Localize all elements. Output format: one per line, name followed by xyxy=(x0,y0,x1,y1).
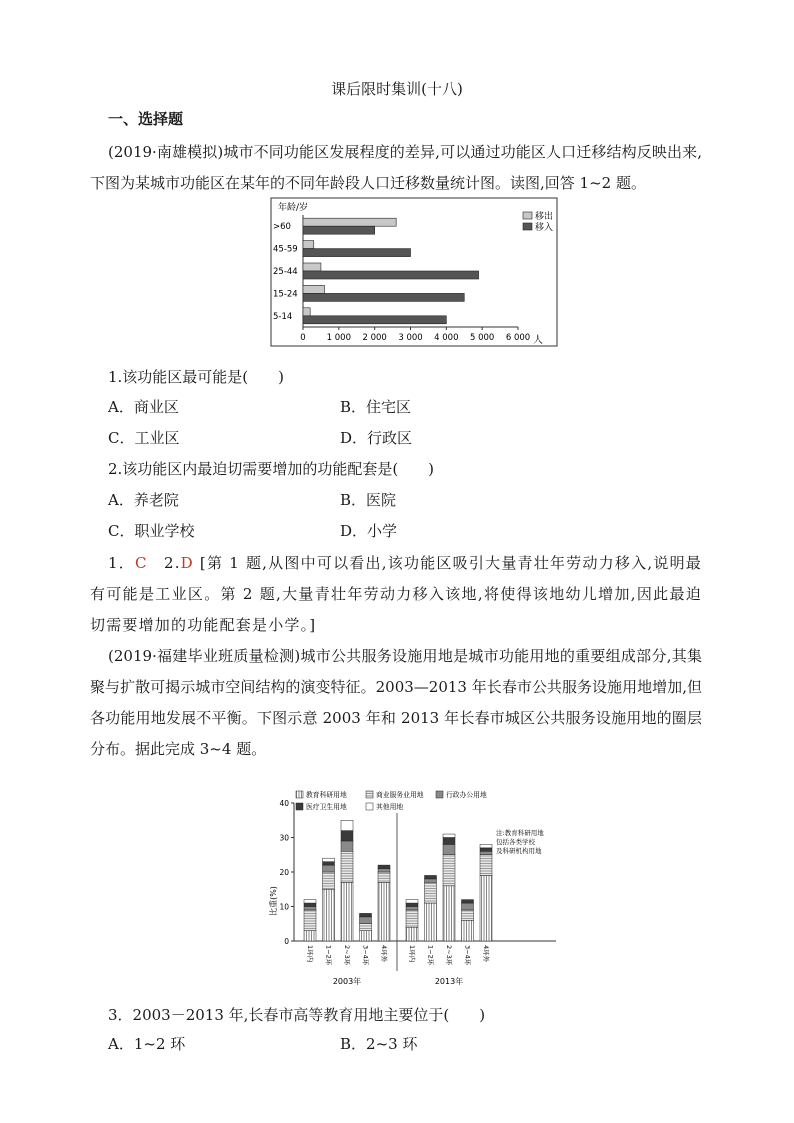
stack-segment xyxy=(462,910,474,920)
legend-swatch xyxy=(523,212,532,219)
y-tick-label: 15-24 xyxy=(273,289,298,300)
legend-label: 移出 xyxy=(535,212,554,222)
q1-option-c[interactable]: C．工业区 xyxy=(108,429,180,447)
stack-segment xyxy=(462,900,474,903)
stack-segment xyxy=(304,907,316,910)
stack-segment xyxy=(443,838,455,845)
stack-segment xyxy=(360,913,372,916)
legend-label: 行政办公用地 xyxy=(446,791,487,799)
bar-out xyxy=(303,308,310,316)
bar-in xyxy=(303,249,411,257)
stack-segment xyxy=(378,869,390,872)
category-label: 3~4环 xyxy=(361,945,370,966)
stack-segment xyxy=(443,855,455,886)
stack-segment xyxy=(443,886,455,941)
stack-segment xyxy=(341,882,353,941)
land-use-stacked-chart xyxy=(266,788,576,993)
question-1-stem: 1.该功能区最可能是( ) xyxy=(108,368,285,386)
y-tick-label: 30 xyxy=(279,833,289,843)
page-title: 课后限时集训(十八) xyxy=(331,80,463,98)
legend-label: 其他用地 xyxy=(376,803,404,811)
stack-segment xyxy=(341,820,353,830)
stack-segment xyxy=(425,875,437,878)
y-tick-label: >60 xyxy=(273,222,291,233)
stack-segment xyxy=(406,927,418,941)
category-label: 1~2环 xyxy=(324,945,333,966)
legend-label: 商业服务业用地 xyxy=(376,791,424,799)
stack-segment xyxy=(378,865,390,868)
bar-out xyxy=(303,218,396,226)
chart-legend xyxy=(296,790,487,811)
legend-label: 移入 xyxy=(535,223,554,233)
answer-key-1: C xyxy=(135,554,148,572)
q1-option-d[interactable]: D．行政区 xyxy=(340,429,413,447)
answer-label-2: 2. xyxy=(163,554,181,572)
x-tick-label: 4 000 xyxy=(434,333,459,343)
legend-swatch xyxy=(366,803,373,810)
chart-note: 及科研机构用地 xyxy=(496,847,542,855)
x-tick-label: 6 000 xyxy=(505,333,531,343)
x-tick-label: 0 xyxy=(300,333,306,343)
q2-option-b[interactable]: B．医院 xyxy=(340,491,397,509)
category-label: 2~3环 xyxy=(343,945,351,966)
stack-segment xyxy=(406,900,418,903)
intro2-source: (2019·福建毕业班质量检测) xyxy=(108,647,301,665)
stack-segment xyxy=(323,865,335,872)
category-label: 4环外 xyxy=(482,945,490,963)
bar-out xyxy=(303,285,325,293)
stack-segment xyxy=(480,844,492,847)
y-tick-label: 25-44 xyxy=(273,267,298,277)
y-tick-label: 10 xyxy=(279,902,289,912)
stack-segment xyxy=(480,848,492,851)
stack-segment xyxy=(406,903,418,906)
intro-paragraph-2 xyxy=(90,641,702,765)
x-tick-label: 5 000 xyxy=(469,333,495,343)
group-label: 2013年 xyxy=(434,977,464,986)
y-tick-label: 45-59 xyxy=(273,244,298,255)
stack-segment xyxy=(304,931,316,941)
stack-segment xyxy=(443,834,455,837)
chart-note: 包括各类学校 xyxy=(496,838,535,846)
stack-segment xyxy=(425,879,437,882)
legend-swatch xyxy=(523,223,532,230)
stack-segment xyxy=(304,910,316,931)
answer-explanation: [第 1 题,从图中可以看出,该功能区吸引大量青壮年劳动力移入,说明最有可能是工业区。第 2 题,大量青壮年劳动力移入该地,将使得该地幼儿增加,因此最迫切需要增加的功能配套是小学。] xyxy=(90,554,702,634)
y-tick-label: 0 xyxy=(284,937,289,946)
question-2-stem: 2.该功能区内最迫切需要增加的功能配套是( ) xyxy=(108,460,435,478)
answer-label-1: 1． xyxy=(108,554,135,572)
stack-segment xyxy=(406,910,418,927)
intro-source: (2019·南雄模拟) xyxy=(108,143,224,161)
stack-segment xyxy=(462,903,474,910)
stack-segment xyxy=(304,900,316,903)
bar-in xyxy=(303,293,464,301)
stack-segment xyxy=(443,844,455,854)
stack-segment xyxy=(406,907,418,910)
stack-segment xyxy=(304,903,316,906)
x-tick-label: 2 000 xyxy=(362,333,387,343)
stack-segment xyxy=(480,851,492,854)
stack-segment xyxy=(462,920,474,941)
q1-option-a[interactable]: A．商业区 xyxy=(108,398,179,416)
intro2-text: 城市公共服务设施用地是城市功能用地的重要组成部分,其集聚与扩散可揭示城市空间结构的演变特征。2003—2013 年长春市公共服务设施用地增加,但各功能用地发展不平衡。下图示意 2003 年和 2013 年长春市城区公共服务设施用地的圈层分布。据此完成 3~4 题。 xyxy=(90,647,702,758)
category-label: 3~4环 xyxy=(463,945,472,966)
intro-paragraph-1 xyxy=(90,137,702,199)
y-tick-label: 20 xyxy=(279,868,289,877)
migration-bar-chart xyxy=(270,197,560,349)
q3-option-b[interactable]: B．2~3 环 xyxy=(340,1035,418,1053)
legend-label: 医疗卫生用地 xyxy=(306,803,347,811)
stack-segment xyxy=(378,882,390,941)
stack-segment xyxy=(323,858,335,861)
stack-segment xyxy=(360,924,372,931)
bar-out xyxy=(303,263,321,271)
bar-in xyxy=(303,226,375,234)
category-label: 4环外 xyxy=(380,945,388,963)
stack-segment xyxy=(341,841,353,851)
stack-segment xyxy=(341,831,353,841)
legend-swatch xyxy=(366,791,373,798)
category-label: 2~3环 xyxy=(445,945,453,966)
category-label: 1环内 xyxy=(408,945,416,963)
answer-paragraph-1 xyxy=(90,548,702,641)
y-tick-label: 5-14 xyxy=(273,311,293,322)
x-axis-unit: 人 xyxy=(533,335,543,346)
y-tick-label: 40 xyxy=(279,799,289,808)
q1-option-b[interactable]: B．住宅区 xyxy=(340,398,412,416)
y-axis-title: 比重(%) xyxy=(269,886,278,916)
answer-key-2: D xyxy=(180,554,194,572)
question-3-stem: 3．2003－2013 年,长春市高等教育用地主要位于( ) xyxy=(108,1006,486,1024)
bar-in xyxy=(303,316,446,324)
y-axis-title: 年龄/岁 xyxy=(278,203,309,213)
category-label: 1~2环 xyxy=(426,945,435,966)
bar-out xyxy=(303,241,314,249)
q2-option-c[interactable]: C．职业学校 xyxy=(108,522,195,540)
legend-swatch xyxy=(296,791,303,798)
legend-swatch xyxy=(296,803,303,810)
q3-option-a[interactable]: A．1~2 环 xyxy=(108,1035,186,1053)
bar-in xyxy=(303,271,479,279)
stack-segment xyxy=(323,872,335,889)
section-heading: 一、选择题 xyxy=(108,110,184,128)
stack-segment xyxy=(480,875,492,941)
intro-text: 城市不同功能区发展程度的差异,可以通过功能区人口迁移结构反映出来,下图为某城市功能区在某年的不同年龄段人口迁移数量统计图。读图,回答 1~2 题。 xyxy=(90,143,702,192)
stack-segment xyxy=(341,851,353,882)
stack-segment xyxy=(323,889,335,941)
chart-legend xyxy=(523,210,553,233)
q2-option-a[interactable]: A．养老院 xyxy=(108,491,179,509)
x-tick-label: 3 000 xyxy=(398,333,423,343)
x-tick-label: 1 000 xyxy=(326,333,352,343)
category-label: 1环内 xyxy=(306,945,314,963)
legend-label: 教育科研用地 xyxy=(306,791,347,799)
stack-segment xyxy=(378,872,390,882)
stack-segment xyxy=(425,882,437,903)
stack-segment xyxy=(323,862,335,865)
stack-segment xyxy=(480,855,492,876)
group-label: 2003年 xyxy=(332,977,362,986)
stack-segment xyxy=(360,917,372,924)
stack-segment xyxy=(425,903,437,941)
stack-segment xyxy=(360,931,372,941)
chart-note: 注:教育科研用地 xyxy=(496,829,544,837)
legend-swatch xyxy=(436,791,443,798)
q2-option-d[interactable]: D．小学 xyxy=(340,522,398,540)
